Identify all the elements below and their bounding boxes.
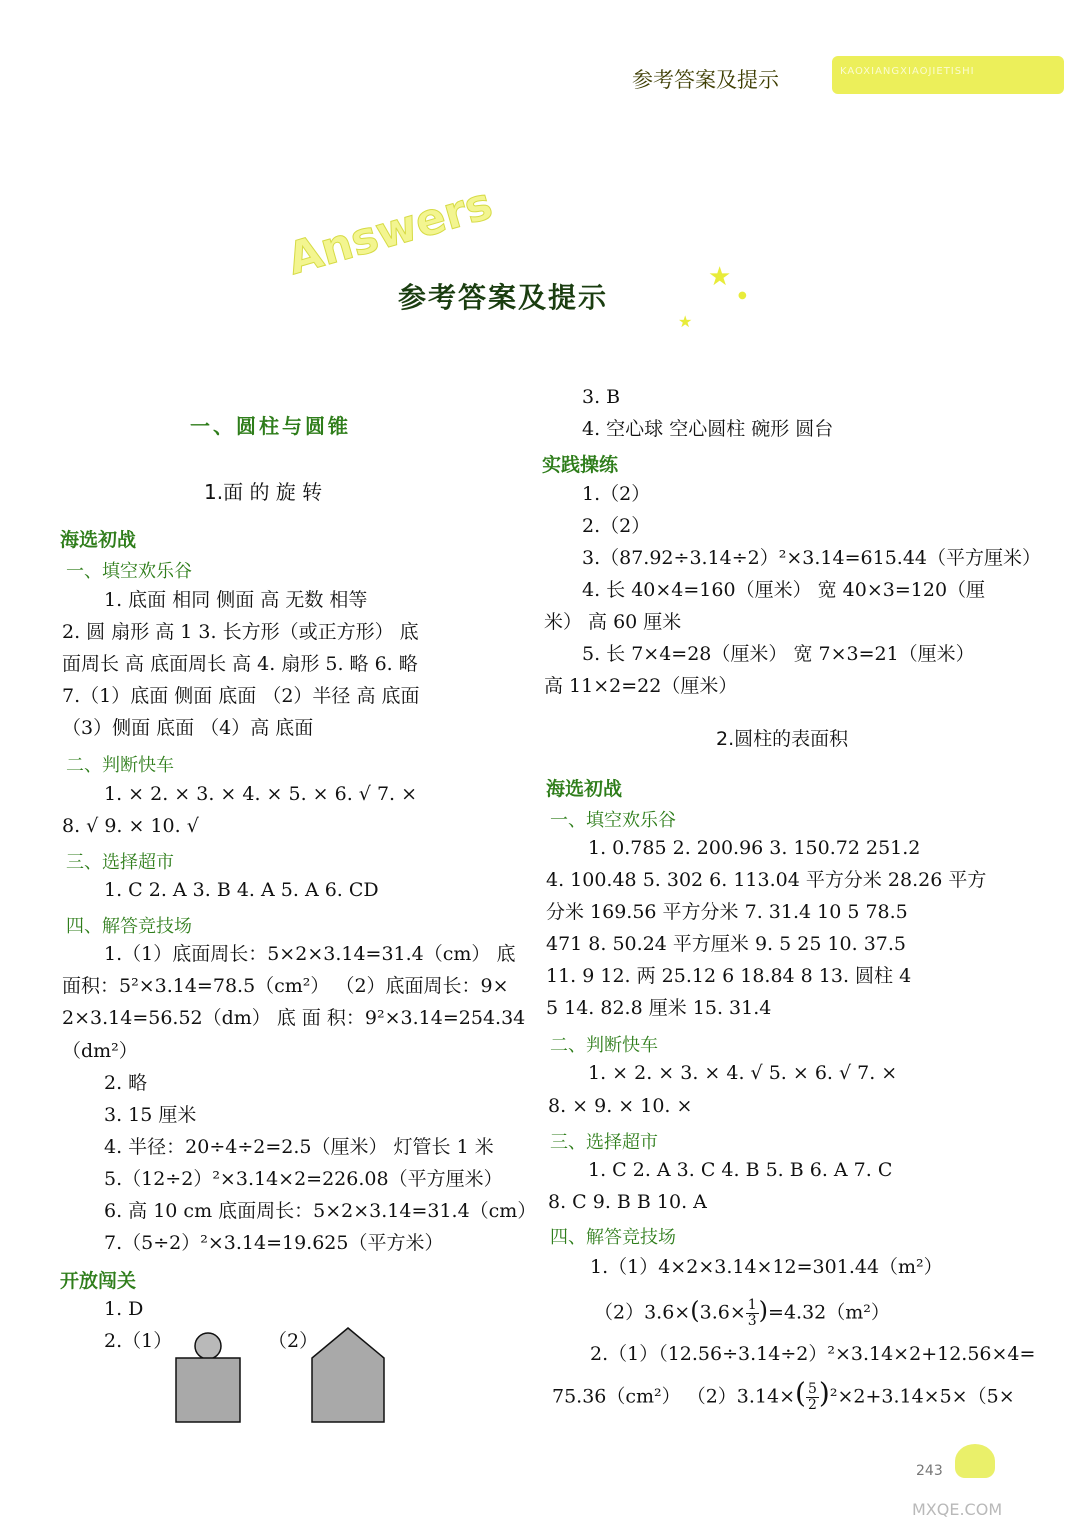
answer-line: 4. 100.48 5. 302 6. 113.04 平方分米 28.26 平方 [546, 869, 987, 891]
answer-line: 7.（5÷2）²×3.14=19.625（平方米） [104, 1232, 444, 1254]
answer-line: 米） 高 60 厘米 [544, 611, 682, 633]
watermark: MXQE.COM [912, 1500, 1003, 1519]
answer-line: 面周长 高 底面周长 高 4. 扇形 5. 略 6. 略 [62, 653, 418, 675]
answer-line: 2×3.14=56.52（dm） 底 面 积：9²×3.14=254.34 [62, 1007, 526, 1029]
answer-line: 3. B [582, 386, 621, 408]
answer-line: 4. 长 40×4=160（厘米） 宽 40×3=120（厘 [582, 579, 986, 601]
answer-line: 8. √ 9. × 10. √ [62, 815, 199, 837]
answer-line: 11. 9 12. 两 25.12 6 18.84 8 13. 圆柱 4 [546, 965, 912, 987]
answer-line: 面积：5²×3.14=78.5（cm²） （2）底面周长：9× [62, 975, 509, 997]
answer-line: 1. 底面 相同 侧面 高 无数 相等 [104, 589, 368, 611]
section-heading: 海选初战 [60, 529, 137, 551]
answer-line: 4. 空心球 空心圆柱 碗形 圆台 [582, 418, 834, 440]
answer-line: 1. × 2. × 3. × 4. × 5. × 6. √ 7. × [104, 783, 418, 805]
answer-line: 5 14. 82.8 厘米 15. 31.4 [546, 997, 772, 1019]
answer-line: （3）侧面 底面 （4）高 底面 [62, 717, 314, 739]
answer-line: 8. C 9. B B 10. A [548, 1191, 707, 1213]
subsection-heading: 二、判断快车 [66, 755, 174, 776]
answer-line: 5. 长 7×4=28（厘米） 宽 7×3=21（厘米） [582, 643, 975, 665]
answer-line: 1. 0.785 2. 200.96 3. 150.72 251.2 [588, 837, 921, 859]
answer-line: 高 11×2=22（厘米） [544, 675, 738, 697]
lesson-title: 2.圆柱的表面积 [716, 728, 849, 750]
answer-line: 1.（1）底面周长：5×2×3.14=31.4（cm） 底 [104, 943, 516, 965]
header-tab-text: KAOXIANGXIAOJIETISHI [840, 66, 975, 77]
section-heading: 海选初战 [546, 778, 623, 800]
cone-net-figure [308, 1326, 388, 1426]
header-title: 参考答案及提示 [632, 68, 779, 92]
star-icon: ★ [678, 312, 693, 331]
subsection-heading: 三、选择超市 [550, 1132, 658, 1153]
page-title: 参考答案及提示 [398, 281, 609, 314]
page-number: 243 [916, 1463, 943, 1479]
answer-line: 1.（1）4×2×3.14×12=301.44（m²） [590, 1256, 943, 1278]
subsection-heading: 四、解答竞技场 [66, 916, 192, 937]
subsection-heading: 一、填空欢乐谷 [550, 810, 676, 831]
cylinder-net-figure [170, 1330, 246, 1424]
section-heading: 开放闯关 [60, 1270, 137, 1292]
answer-line: 1.（2） [582, 483, 651, 505]
answers-wordart: Answers [282, 178, 498, 286]
lesson-title: 1.面 的 旋 转 [204, 480, 323, 504]
fraction: $\frac{1}{3}$ [747, 1297, 757, 1329]
fraction: $\frac{5}{2}$ [807, 1381, 817, 1413]
answer-line: 3. 15 厘米 [104, 1104, 197, 1126]
answer-line: 1. D [104, 1298, 144, 1320]
answer-line: 6. 高 10 cm 底面周长：5×2×3.14=31.4（cm） [104, 1200, 537, 1222]
answer-line: 1. × 2. × 3. × 4. √ 5. × 6. √ 7. × [588, 1062, 898, 1084]
answer-line: 2.（1） [104, 1330, 173, 1352]
section-heading: 实践操练 [542, 454, 619, 476]
answer-line: 471 8. 50.24 平方厘米 9. 5 25 10. 37.5 [546, 933, 907, 955]
answer-line: 2. 圆 扇形 高 1 3. 长方形（或正方形） 底 [62, 621, 419, 643]
answer-line: 3.（87.92÷3.14÷2）²×3.14=615.44（平方厘米） [582, 547, 1041, 569]
subsection-heading: 四、解答竞技场 [550, 1227, 676, 1248]
star-icon: ★ [708, 262, 732, 292]
logo-icon [955, 1444, 995, 1478]
answer-line: 2. 略 [104, 1072, 148, 1094]
answer-line: 7.（1）底面 侧面 底面 （2）半径 高 底面 [62, 685, 420, 707]
answer-line-with-fraction: 75.36（cm²） （2）3.14×( $\frac{5}{2}$ )²×2+3.14×5×（5× [552, 1376, 1015, 1413]
chapter-title: 一、圆柱与圆锥 [190, 414, 351, 438]
answer-line: 5.（12÷2）²×3.14×2=226.08（平方厘米） [104, 1168, 503, 1190]
subsection-heading: 三、选择超市 [66, 852, 174, 873]
star-icon: ● [738, 290, 747, 301]
subsection-heading: 二、判断快车 [550, 1035, 658, 1056]
answer-line: 2.（2） [582, 515, 651, 537]
answer-line: 1. C 2. A 3. C 4. B 5. B 6. A 7. C [588, 1159, 893, 1181]
answer-line: 1. C 2. A 3. B 4. A 5. A 6. CD [104, 879, 379, 901]
answer-line: 4. 半径：20÷4÷2=2.5（厘米） 灯管长 1 米 [104, 1136, 494, 1158]
answer-line: 2.（1）（12.56÷3.14÷2）²×3.14×2+12.56×4= [590, 1343, 1036, 1365]
answer-line: 分米 169.56 平方分米 7. 31.4 10 5 78.5 [546, 901, 908, 923]
answer-line-with-fraction: （2）3.6×(3.6× $\frac{1}{3}$ )=4.32（m²） [594, 1296, 890, 1329]
subsection-heading: 一、填空欢乐谷 [66, 561, 192, 582]
answer-line: 8. × 9. × 10. × [548, 1095, 693, 1117]
answer-line: （dm²） [62, 1040, 138, 1062]
answer-line: （2） [268, 1330, 319, 1352]
